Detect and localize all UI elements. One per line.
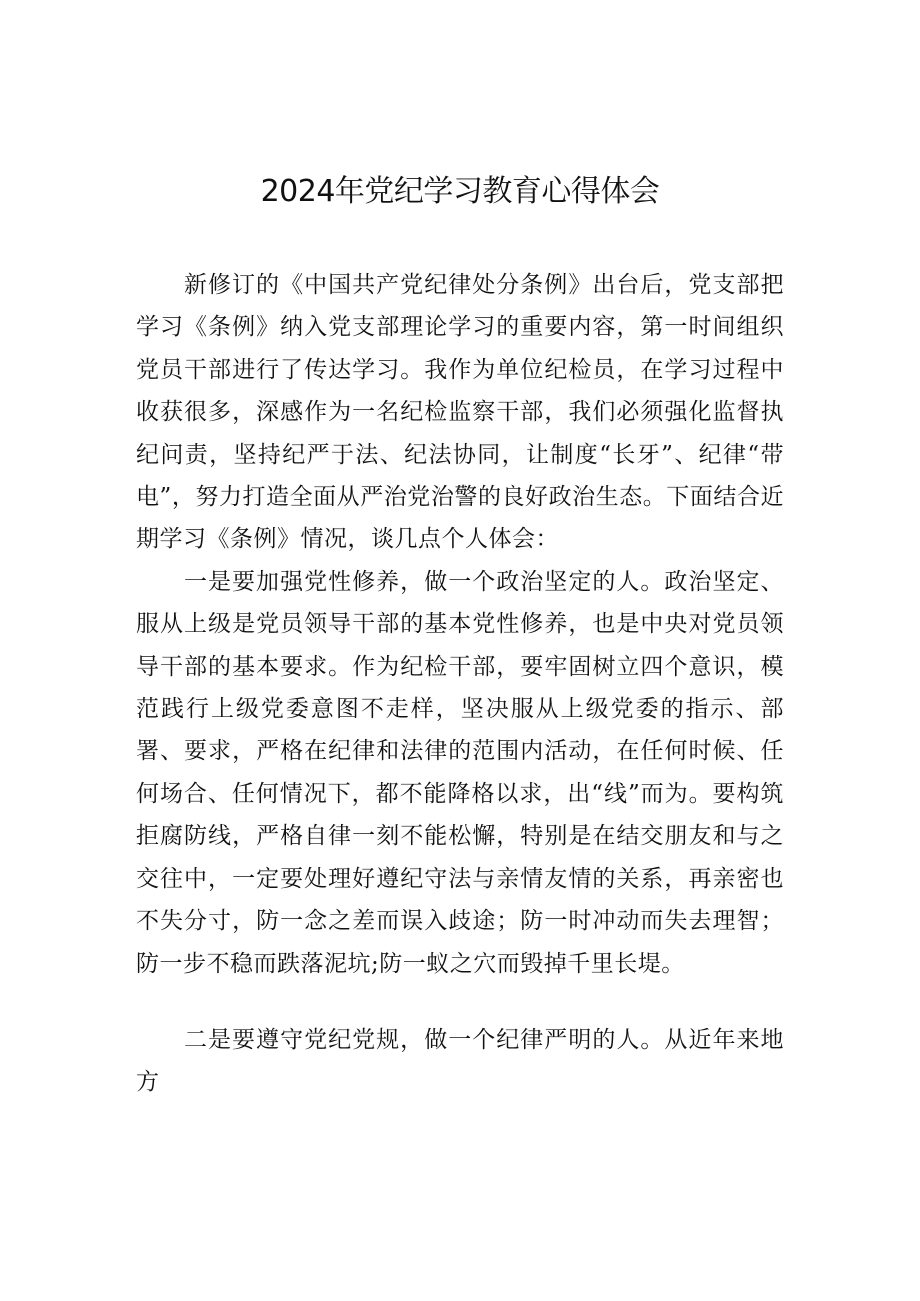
document-body: [136, 264, 784, 1104]
document-title: 2024年党纪学习教育心得体会: [260, 174, 660, 209]
paragraph-intro: 新修订的《中国共产党纪律处分条例》出台后，党支部把学习《条例》纳入党支部理论学习的重要内容，第一时间组织党员干部进行了传达学习。我作为单位纪检员，在学习过程中收获很多，深感作为一名纪检监察干部，我们必须强化监督执纪问责，坚持纪严于法、纪法协同，让制度“长牙”、纪律“带电”，努力打造全面从严治党治警的良好政治生态。下面结合近期学习《条例》情况，谈几点个人体会：: [136, 272, 784, 553]
paragraph-point-one: 一是要加强党性修养，做一个政治坚定的人。政治坚定、服从上级是党员领导干部的基本党性修养，也是中央对党员领导干部的基本要求。作为纪检干部，要牢固树立四个意识，模范践行上级党委意图不走样，坚决服从上级党委的指示、部署、要求，严格在纪律和法律的范围内活动，在任何时候、任何场合、任何情况下，都不能降格以求，出“线”而为。要构筑拒腐防线，严格自律一刻不能松懈，特别是在结交朋友和与之交往中，一定要处理好遵纪守法与亲情友情的关系，再亲密也不失分寸，防一念之差而误入歧途；防一时冲动而失去理智；防一步不稳而跌落泥坑;防一蚁之穴而毁掉千里长堤。: [136, 568, 784, 977]
paragraph-point-two: 二是要遵守党纪党规，做一个纪律严明的人。从近年来地方: [136, 1026, 784, 1096]
